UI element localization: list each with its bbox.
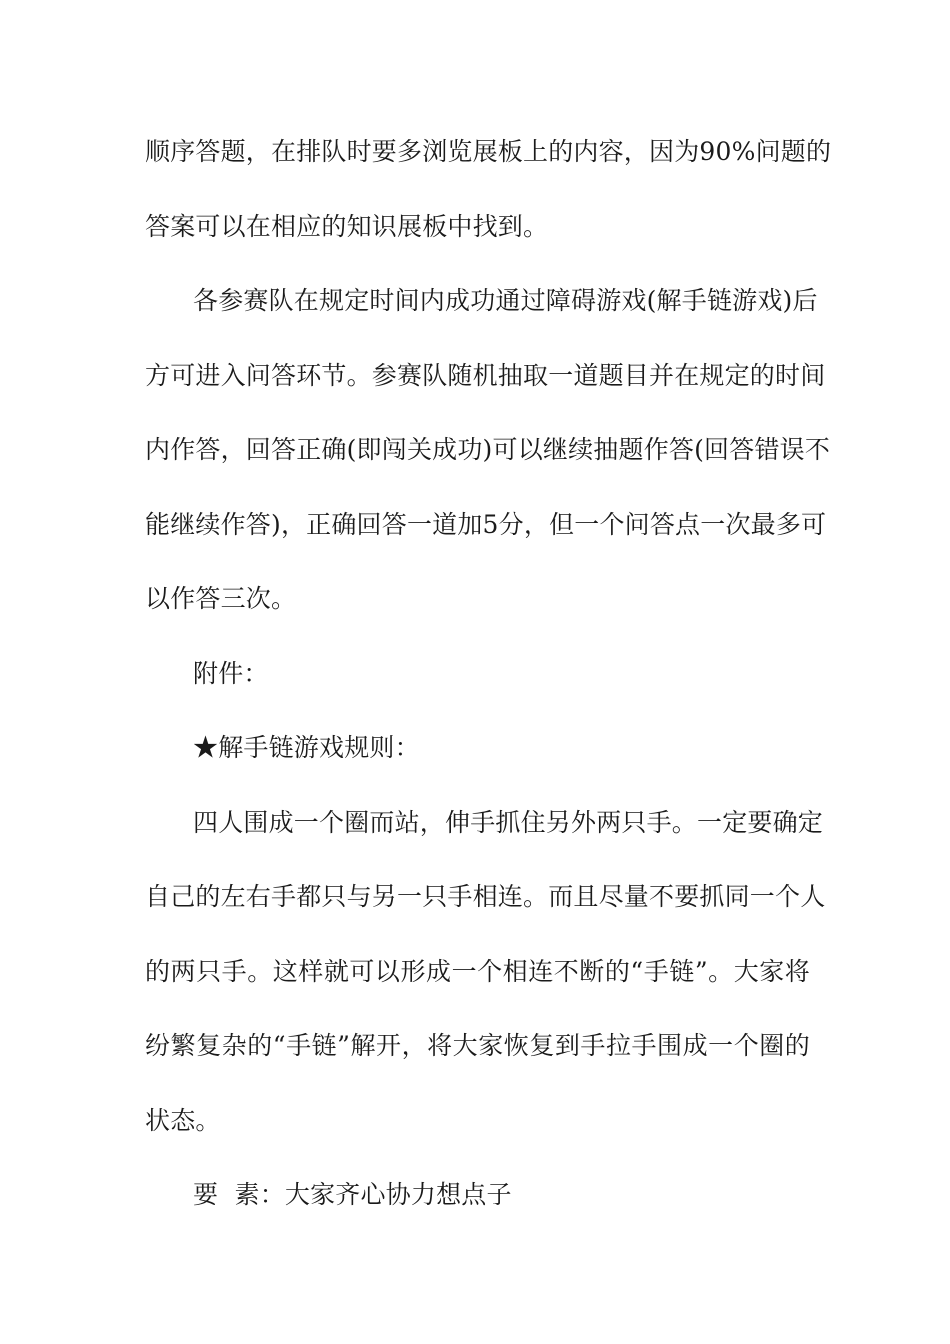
paragraph-line: 状态。: [145, 1106, 221, 1135]
paragraph-line: 内作答，回答正确(即闯关成功)可以继续抽题作答(回答错误不: [145, 435, 831, 464]
paragraph-line: 以作答三次。: [145, 584, 297, 613]
paragraph-line: 四人围成一个圈而站，伸手抓住另外两只手。一定要确定: [193, 808, 824, 837]
paragraph-line: 各参赛队在规定时间内成功通过障碍游戏(解手链游戏)后: [193, 286, 818, 315]
elements-line: 要 素：大家齐心协力想点子: [193, 1180, 512, 1209]
paragraph-line: 顺序答题，在排队时要多浏览展板上的内容，因为90%问题的: [145, 137, 832, 166]
rules-heading: ★解手链游戏规则：: [193, 733, 420, 762]
paragraph-line: 的两只手。这样就可以形成一个相连不断的“手链”。大家将: [145, 957, 810, 986]
paragraph-line: 方可进入问答环节。参赛队随机抽取一道题目并在规定的时间: [145, 361, 826, 390]
attachment-heading: 附件：: [193, 659, 269, 688]
paragraph-line: 纷繁复杂的“手链”解开，将大家恢复到手拉手围成一个圈的: [145, 1031, 810, 1060]
paragraph-line: 自己的左右手都只与另一只手相连。而且尽量不要抓同一个人: [145, 882, 826, 911]
paragraph-line: 能继续作答)，正确回答一道加5分，但一个问答点一次最多可: [145, 510, 827, 539]
paragraph-line: 答案可以在相应的知识展板中找到。: [145, 212, 549, 241]
